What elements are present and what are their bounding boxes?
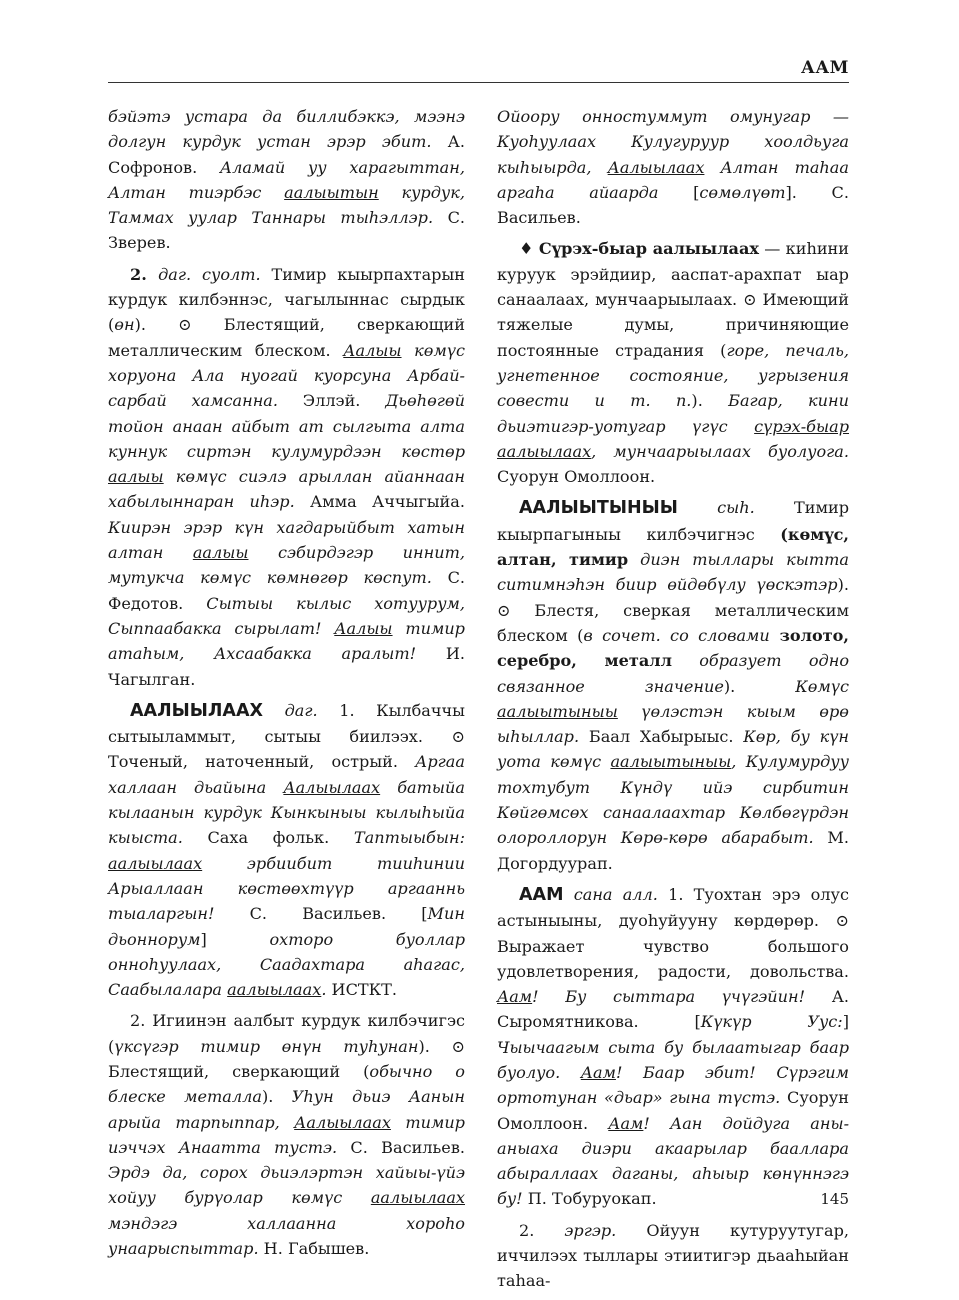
definition-text: 1. Кылбаччы сытыыламмыт, сытыы биилээх. ⊙ Точеный, наточенный, острый. xyxy=(108,700,465,772)
citation: С. Васильев. [ xyxy=(214,904,428,924)
quote-text: ! Аан дойдуга аны-аныаха диэри акаарылар бааллара абыраллаах даганы, аһыыр көнүннэгэ бу! xyxy=(497,1113,850,1209)
citation: ] xyxy=(842,1012,850,1032)
quote-text: Уһун дьиэ Аанын арыйа тарпыппар, xyxy=(108,1087,465,1132)
quote-text: Таптыыбын: xyxy=(353,828,465,848)
quote-text: батыйа кылаанын курдук Кынкыныы кылыһыйа кыыста. xyxy=(108,777,465,848)
right-paragraph-1 xyxy=(497,104,849,230)
quote-text: Алтан таһаа аргаһа айаарда xyxy=(497,157,849,202)
example-word: аалыылаах xyxy=(370,1188,465,1208)
quote-text: ! Бу сыттара үчүгэйин! xyxy=(532,987,806,1007)
citation: Саха фольк. xyxy=(182,828,354,848)
definition-text: ). xyxy=(261,1087,292,1107)
citation: С. Зверев. xyxy=(108,208,466,253)
quote-text: ! Баар эбит! Сүрэгим ортотунан «дьар» гына түстэ. xyxy=(497,1062,849,1108)
sense-number: 2. xyxy=(130,264,159,284)
definition-text: ). ⊙ Блестя, сверкая металлическим блеском ( xyxy=(497,575,849,645)
definition-text: ). xyxy=(723,676,796,696)
quote-text: Көр, бу күн уота көмүс xyxy=(497,727,849,772)
example-word: аалыытыныы xyxy=(610,752,732,772)
entry-aam xyxy=(497,882,849,1212)
citation: Н. Габышев. xyxy=(258,1239,370,1259)
grammar-label: даг. xyxy=(263,700,318,720)
citation: С. Васильев. xyxy=(337,1137,465,1157)
definition-text: ). xyxy=(691,391,729,411)
quote-text: охторо буоллар онноһуулаах, Саадахтара аһагас, Саабылалара xyxy=(108,929,465,1000)
left-paragraph-4 xyxy=(108,1008,465,1261)
running-header-word: ААМ xyxy=(800,58,849,78)
citation: И. Чагылган. xyxy=(108,644,465,689)
quote-text: тимир иэччэх Анаатта тустэ. xyxy=(108,1112,465,1157)
grammar-label: даг. суолт. xyxy=(158,264,261,284)
definition-text: Тимир кыырпахтарын курдук килбэннэс, чагылыннас сырдык ( xyxy=(108,264,465,335)
example-word: аалыы xyxy=(192,543,249,563)
diamond-icon: ♦ xyxy=(519,239,539,259)
grammar-label: сана алл. xyxy=(563,884,658,904)
example-word: аалыылаах xyxy=(108,853,203,873)
example-word: Аам xyxy=(497,987,533,1007)
phrase-entry xyxy=(497,236,849,489)
quote-text: үөлэстэн кыым өрө ыһыллар. xyxy=(497,701,849,747)
citation: П. Тобуруокап. xyxy=(522,1189,657,1209)
example-word: аалыытын xyxy=(284,182,379,202)
quote-text: сөмөлүөт xyxy=(699,182,786,202)
citation: ИСТКТ. xyxy=(326,980,397,1000)
quote-text: Аламай уу харагыттан, Алтан тиэрбэс xyxy=(108,157,465,202)
example-word: аалыылаах xyxy=(497,441,592,461)
example-word: Аалыы xyxy=(343,340,402,360)
definition-text: Ойуун кутуруутугар, иччилээх тыллары этиитигэр дьааһыйан таһаа- xyxy=(497,1220,849,1291)
phrase-headword: Сүрэх-быар аалыылаах xyxy=(538,239,759,259)
quote-text: , мунчаарыылаах буолуога. xyxy=(591,441,849,461)
quote-text: Дьөһөгөй тойон анаан айбыт ат сылгыта алта куннук сиртэн кулумурдээн көстөр xyxy=(108,391,465,461)
quote-text: көмүс хоруона Ала нуогай куорсуна Арбай-сарбай хамсанна. xyxy=(108,340,465,411)
quote-text: . xyxy=(321,980,327,1000)
headword: ААЛЫЫТЫНЫЫ xyxy=(519,498,678,519)
quote-text: көмүс сиэлэ арыллан айаннаан хабылыннаран иһэр. xyxy=(108,467,465,512)
example-word: сүрэх-быар xyxy=(754,416,849,436)
grammar-label: диэн тыллары кытта ситимнэһэн биир өйдөбүлу үөскэтэр xyxy=(497,550,849,595)
left-paragraph-1 xyxy=(108,104,465,256)
grammar-label: обычно о блеске металла xyxy=(108,1061,465,1107)
citation: Суорун Омоллоон. xyxy=(497,467,656,487)
headword: ААЛЫЫЛААХ xyxy=(130,700,264,721)
quote-text: бэйэтэ устара да биллибэккэ, мээнэ долгун курдук устан эрэр эбит. xyxy=(108,107,465,152)
grammar-label: в сочет. со словами xyxy=(583,625,770,645)
header-rule xyxy=(108,82,849,83)
citation: М. Догордуурап. xyxy=(497,828,849,873)
quote-text: Көмүс xyxy=(795,676,849,696)
citation: Амма Аччыгыйа. xyxy=(294,492,465,512)
definition-text: Тимир кыырпагыныы килбэчигнэс xyxy=(497,498,849,544)
grammar-label: эргэр. xyxy=(564,1220,617,1240)
grammar-label: горе, печаль, угнетенное состояние, угрызения совести и т. п. xyxy=(497,340,849,411)
citation: [ xyxy=(658,182,700,202)
citation: Суорун Омоллоон. xyxy=(497,1088,849,1133)
quote-text: Киирэн эрэр күн хагдарыйбыт хатын алтан xyxy=(108,517,465,563)
quote-text: тимир атаһым, Ахсаабакка аралыт! xyxy=(108,618,465,664)
example-word: Аам xyxy=(580,1062,616,1082)
entry-aalyylaah xyxy=(108,698,465,1003)
definition-text: 1. Туохтан эрэ олус астыныыны, дуоһуйууну көрдөрөр. ⊙ Выражает чувство большого удовлетворения, радости, довольства. xyxy=(497,884,849,981)
example-word: Аалыы xyxy=(334,618,393,638)
grammar-label: образует одно связанное значение xyxy=(497,651,850,696)
quote-text: Чыычаагым сыта бу былаатыгар баар буолуо. xyxy=(497,1037,849,1082)
example-word: Аалыылаах xyxy=(294,1112,391,1132)
quote-text: сэбирдэгэр иннит, мутукча көмүс көмнөгөр көспут. xyxy=(108,543,465,588)
example-word: аалыытыныы xyxy=(497,701,618,721)
example-word: Аалыылаах xyxy=(607,157,705,177)
left-paragraph-2 xyxy=(108,262,465,692)
quote-text: курдук, Таммах уулар Таннары тыһэллэр. xyxy=(108,182,465,228)
definition-text: 2. Игиинэн аалбыт курдук килбэчигэс ( xyxy=(108,1011,465,1056)
citation: Эллэй. xyxy=(278,391,386,411)
example-word: аалыылаах xyxy=(227,980,322,1000)
grammar-label: сыһ. xyxy=(677,498,755,518)
quote-text: Мин дьоннорум xyxy=(108,904,465,949)
headword: ААМ xyxy=(519,884,564,905)
bold-words: золото, серебро, металл xyxy=(497,625,849,671)
right-paragraph-5 xyxy=(497,1218,849,1294)
quote-text: мэндэгэ халлаанна хороһо унаарыспыттар. xyxy=(108,1213,465,1259)
entry-aalyytynyy xyxy=(497,495,849,875)
example-word: Аам xyxy=(608,1113,644,1133)
left-column xyxy=(108,104,465,1267)
quote-text: Аргаа халлаан дьайына xyxy=(108,752,465,797)
example-word: аалыы xyxy=(108,467,164,487)
citation: А. Софронов. xyxy=(108,132,465,177)
quote-text: , Кулумурдуу тохтубут Күндү ийэ сирбитин Көйгөмсөх санаалаахтар Көлбөгүрдэн олороллорун Көрө-көрө абарабыт. xyxy=(497,752,849,848)
quote-text: Багар, кини дьиэтигэр-уотугар үгүс xyxy=(497,391,849,436)
right-column xyxy=(497,104,849,1300)
example-word: Аалыылаах xyxy=(283,777,381,797)
page-number: 145 xyxy=(820,1190,849,1208)
quote-text: эрбиибит тииһинии Арыаллаан көстөөхтүүр аргааннь тыаларгын! xyxy=(108,853,465,924)
citation: ] xyxy=(200,929,270,949)
definition-text: ). ⊙ Блестящий, сверкающий металлическим блеском. xyxy=(108,315,465,360)
quote-text: Сытыы кылыс хотуурум, Сыппаабакка сырылат! xyxy=(108,593,465,638)
citation: Баал Хабырыыс. xyxy=(579,727,744,747)
quote-text: Ойоору онностуммут омунугар — Куоһуулаах Кулугуруур хоолдьуга кыһыырда, xyxy=(497,107,849,177)
definition-text: ). ⊙ Блестящий, сверкающий ( xyxy=(108,1036,465,1081)
citation: ]. С. Васильев. xyxy=(497,182,849,228)
quote-text: Күкүр Уус: xyxy=(700,1012,843,1032)
definition-text: — киһини куруук эрэйдиир, ааспат-арахпат ыар санаалаах, мунчаарыылаах. ⊙ Имеющий тяжелые думы, причиняющие постоянные страдания ( xyxy=(497,239,850,360)
bold-words: (көмүс, алтан, тимир xyxy=(497,524,849,570)
grammar-label: үксүгэр тимир өнүн туһунан xyxy=(114,1036,419,1056)
citation: С. Федотов. xyxy=(108,568,465,613)
sense-number: 2. xyxy=(519,1220,565,1240)
grammar-label: өн xyxy=(114,315,135,335)
quote-text: Эрдэ да, сорох дьиэлэртэн хайыы-үйэ хойуу бурүолар көмүс xyxy=(108,1163,465,1208)
citation: А. Сыромятникова. [ xyxy=(497,987,849,1032)
